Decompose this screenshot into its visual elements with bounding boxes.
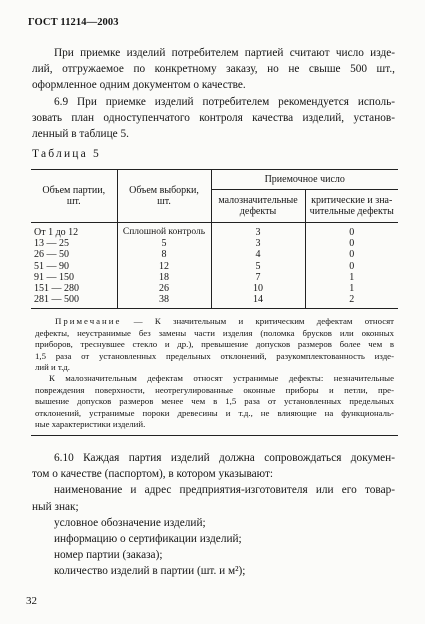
table-body [31, 223, 398, 309]
cell: 26 [159, 283, 169, 295]
cell: 2 [349, 294, 355, 306]
column-minor-defects [211, 223, 305, 309]
text-line: лий, отгружаемое по конкретному заказу, но не свыше 500 шт., [32, 63, 395, 75]
cell: 13 — 25 [34, 238, 69, 250]
cell: 8 [161, 249, 167, 261]
cell: 14 [253, 294, 263, 306]
text-line: ленный в таблице 5. [32, 128, 129, 140]
note-line: повреждения поверхности, неотрегулированные оконные приборы и петли, пре- [35, 384, 394, 395]
column-sample-size [117, 223, 211, 309]
text-line: количество изделий в партии (шт. и м²); [54, 565, 246, 578]
note-line: лий и т.д. [35, 362, 70, 373]
paragraph-lot-definition [32, 45, 395, 93]
cell: 3 [255, 227, 261, 238]
paragraph-quality-document [32, 450, 395, 580]
note-line: дефекты, неустранимые без замены части изделия (поломка брусков или оконных [35, 327, 394, 338]
note-line: 1,5 раза от установленных предельных отклонений, разукомплектованность изде- [35, 350, 394, 361]
cell: 12 [159, 260, 169, 272]
column-lot-size [31, 223, 117, 309]
cell: 0 [349, 260, 355, 272]
cell: 1 [349, 271, 355, 283]
header-minor-defects: малозначительные дефекты [211, 190, 305, 223]
cell: 0 [349, 238, 355, 250]
header-acceptance-number: Приемочное число [211, 170, 398, 190]
cell: 51 — 90 [34, 260, 69, 272]
text-line: том о качестве (паспортом), в котором указывают: [32, 468, 274, 481]
note-line: отклонений, устранимые пороки древесины и т.д., не влияющие на функциональ- [35, 407, 394, 418]
note-line: К малозначительным дефектам относят устранимые дефекты: незначительные [49, 373, 394, 384]
cell: 5 [161, 238, 167, 250]
cell: 5 [255, 260, 261, 272]
header-sample-size: Объем выборки, шт. [117, 170, 211, 223]
note-line: приборов, треснувшее стекло и др.), превышение допусков размеров более чем в [35, 339, 394, 350]
text-line: номер партии (заказа); [54, 549, 163, 562]
text-line: 6.10 Каждая партия изделий должна сопровождаться докумен- [54, 452, 395, 464]
cell: 7 [255, 271, 261, 283]
cell: 0 [349, 227, 355, 238]
text-line: информацию о сертификации изделий; [54, 533, 242, 546]
cell: Сплошной контроль [122, 227, 206, 237]
text-line: 6.9 При приемке изделий потребителем рекомендуется исполь- [54, 96, 395, 108]
cell: 26 — 50 [34, 249, 69, 261]
text-line: оформленное одним документом о качестве. [32, 79, 246, 91]
column-critical-defects [305, 223, 398, 309]
page-number: 32 [26, 595, 37, 607]
table-caption: Таблица 5 [32, 148, 101, 160]
text-line: ный знак; [32, 500, 79, 513]
cell: 38 [159, 294, 169, 306]
cell: 1 [349, 283, 355, 295]
text-line: наименование и адрес предприятия-изготовителя или его товар- [54, 484, 395, 497]
cell: 3 [255, 238, 261, 250]
document-header: ГОСТ 11214—2003 [28, 17, 119, 28]
note-2 [35, 373, 394, 430]
text-line: зовать план одноступенчатого контроля качества изделий, установ- [32, 112, 395, 124]
note-label: Примечание [55, 316, 122, 327]
cell: 281 — 500 [34, 294, 79, 306]
note-line: вышение допусков размеров менее чем в 1,5 раза от установленных предельных [35, 396, 394, 407]
note-line: ные характеристики изделий. [35, 419, 146, 430]
cell: 4 [255, 249, 261, 261]
text-line: При приемке изделий потребителем партией считают число изде- [54, 47, 395, 59]
cell: 18 [159, 271, 169, 283]
header-critical-defects: критические и зна- чительные дефекты [305, 190, 398, 223]
cell: От 1 до 12 [34, 227, 79, 238]
cell: 0 [349, 249, 355, 261]
header-lot-size: Объем партии, шт. [31, 170, 117, 223]
cell: 10 [253, 283, 263, 295]
cell: 91 — 150 [34, 271, 74, 283]
cell: 151 — 280 [34, 283, 79, 295]
note-1: Примечание — К значительным и критическим дефектам относят дефекты, неустранимые без замены части изделия (поломка брусков или оконных приборов, треснувшее стекло и др.), превышение допусков размеров более чем в 1,5 раза от установленных предельных отклонений, разукомплектованность изде- лий и т.д. [35, 316, 395, 373]
text-line: условное обозначение изделий; [54, 516, 206, 529]
sampling-plan-table [31, 169, 398, 436]
paragraph-control-plan [32, 94, 395, 142]
table-note [31, 309, 398, 436]
